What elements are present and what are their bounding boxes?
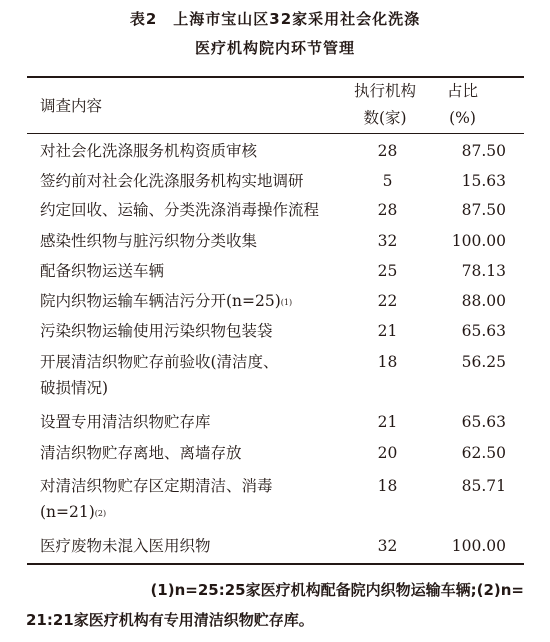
row-count: 18 <box>377 353 398 371</box>
row-count: 21 <box>377 322 398 340</box>
row-pct: 87.50 <box>461 201 506 219</box>
row-item <box>40 349 330 401</box>
row-count: 21 <box>377 413 398 431</box>
row-item-line2: (n=21) <box>40 503 95 521</box>
header-item: 调查内容 <box>40 97 103 115</box>
footnote-marker: (2) <box>94 509 107 518</box>
header-count <box>350 78 420 132</box>
row-pct: 85.71 <box>461 477 506 495</box>
row-item-line2-wrap <box>40 499 330 525</box>
row-count: 20 <box>377 444 398 462</box>
row-item <box>40 288 330 314</box>
row-item <box>40 473 330 525</box>
row-pct: 88.00 <box>461 292 506 310</box>
row-item: 医疗废物未混入医用织物 <box>40 537 211 555</box>
row-count: 28 <box>377 201 398 219</box>
row-count: 28 <box>377 142 398 160</box>
row-item: 污染织物运输使用污染织物包装袋 <box>40 322 273 340</box>
header-count-line2: 数(家) <box>363 109 407 127</box>
row-pct: 87.50 <box>461 142 506 160</box>
table-title-line1: 表2 上海市宝山区32家采用社会化洗涤 <box>129 10 421 28</box>
row-pct: 15.63 <box>461 172 506 190</box>
row-item: 对社会化洗涤服务机构资质审核 <box>40 142 258 160</box>
footnote-marker: (1) <box>280 298 293 307</box>
row-pct: 65.63 <box>461 322 506 340</box>
header-pct-line2: (%) <box>449 109 476 127</box>
header-count-line1: 执行机构 <box>353 82 416 100</box>
header-pct <box>425 78 500 132</box>
row-item: 配备织物运送车辆 <box>40 262 165 280</box>
table-note-line2: 21:21家医疗机构有专用清洁织物贮存库。 <box>26 611 314 629</box>
row-item: 约定回收、运输、分类洗涤消毒操作流程 <box>40 201 320 219</box>
row-item-line1: 对清洁织物贮存区定期清洁、消毒 <box>40 477 273 495</box>
row-count: 32 <box>377 232 398 250</box>
row-item: 设置专用清洁织物贮存库 <box>40 413 211 431</box>
row-pct: 62.50 <box>461 444 506 462</box>
row-pct: 100.00 <box>451 537 506 555</box>
header-pct-line1: 占比 <box>446 82 478 100</box>
row-item: 清洁织物贮存离地、离墙存放 <box>40 444 242 462</box>
row-count: 25 <box>377 262 398 280</box>
row-count: 5 <box>382 172 393 190</box>
row-pct: 100.00 <box>451 232 506 250</box>
row-item: 感染性织物与脏污织物分类收集 <box>40 232 258 250</box>
bottom-rule <box>27 563 524 565</box>
row-count: 18 <box>377 477 398 495</box>
row-item: 签约前对社会化洗涤服务机构实地调研 <box>40 172 304 190</box>
row-pct: 56.25 <box>461 353 506 371</box>
row-count: 22 <box>377 292 398 310</box>
row-item-line1: 开展清洁织物贮存前验收(清洁度、 <box>40 353 279 371</box>
note-line1-text: (1)n=25:25家医疗机构配备院内织物运输车辆;(2)n= <box>150 581 524 599</box>
table-title-line2: 医疗机构院内环节管理 <box>194 39 355 57</box>
row-pct: 65.63 <box>461 413 506 431</box>
row-pct: 78.13 <box>461 262 506 280</box>
row-count: 32 <box>377 537 398 555</box>
row-item-line2: 破损情况) <box>40 379 109 397</box>
row-item-text: 院内织物运输车辆洁污分开(n=25) <box>40 292 281 310</box>
header-rule <box>27 133 524 134</box>
